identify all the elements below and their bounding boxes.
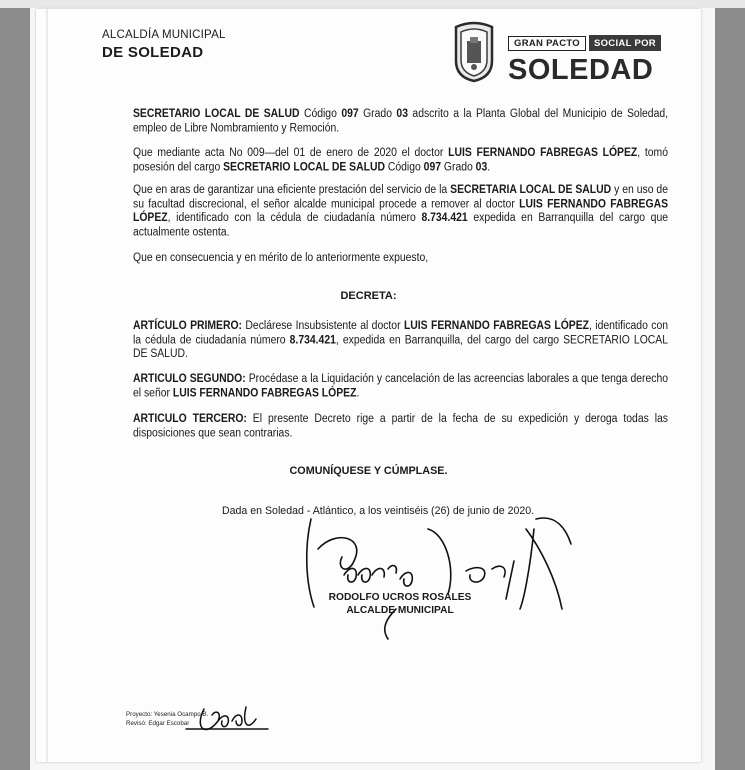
article-label: ARTICULO SEGUNDO: (133, 373, 246, 386)
text-bold: LUIS FERNANDO FABREGAS LÓPEZ (172, 387, 357, 400)
text-bold: 8.734.421 (289, 334, 336, 347)
header-line-1: ALCALDÍA MUNICIPAL (102, 29, 226, 41)
text-bold: LUIS FERNANDO FABREGAS LÓPEZ (133, 198, 669, 225)
text: Código (299, 108, 342, 121)
text: Que en aras de garantizar una eficiente prestación del servicio de la (133, 184, 451, 197)
text: adscrito a la Planta Global del Municipio de Soledad, empleo de Libre Nombramiento y Remoción. (133, 108, 669, 135)
initials-signature (36, 9, 701, 762)
right-band (715, 8, 745, 770)
text-bold: 097 (423, 161, 442, 174)
text: Que en consecuencia y en mérito de lo anteriormente expuesto, (133, 252, 429, 265)
article-label: ARTICULO TERCERO: (133, 413, 247, 426)
issue-date-line: Dada en Soledad - Atlántico, a los veintiséis (26) de junio de 2020. (222, 505, 535, 517)
text-bold: SECRETARIA LOCAL DE SALUD (450, 184, 612, 197)
text-bold: 097 (341, 108, 359, 121)
reviso-line: Revisó: Edgar Escobar (126, 720, 190, 727)
text: , tomó posesión del cargo (133, 147, 668, 174)
text-bold: SECRETARIO LOCAL DE SALUD (223, 161, 385, 174)
logo-tagline-right: SOCIAL POR (589, 35, 661, 51)
document-page (36, 9, 701, 762)
text: El presente Decreto rige a partir de la fecha de su expedición y deroga todas las disposiciones que sean contrarias. (133, 413, 668, 440)
text: , expedida en Barranquilla, del cargo del cargo SECRETARIO LOCAL DE SALUD. (133, 334, 668, 361)
text: y en uso de su facultad discrecional, el señor alcalde municipal procede a remover al doctor (133, 184, 668, 211)
comuniquese-heading: COMUNÍQUESE Y CÚMPLASE. (289, 465, 448, 477)
text-bold: 8.734.421 (421, 212, 468, 225)
text: expedida en Barranquilla del cargo que actualmente ostenta. (133, 212, 669, 239)
top-band (0, 0, 745, 8)
text-bold: SECRETARIO LOCAL DE SALUD (133, 108, 300, 121)
logo-tagline-left: GRAN PACTO (508, 36, 586, 51)
text: Declárese Insubsistente al doctor (242, 320, 404, 333)
text: Código (384, 161, 424, 174)
proyecto-line: Proyecto: Yesenia Ocampo B. (126, 711, 209, 718)
text: , identificado con la cédula de ciudadanía número (167, 212, 422, 225)
logo-wordmark: SOLEDAD (508, 54, 654, 86)
text-bold: 03 (475, 161, 488, 174)
text: , identificado con la cédula de ciudadanía número (133, 320, 668, 347)
text: Grado (358, 108, 397, 121)
text-bold: LUIS FERNANDO FABREGAS LÓPEZ (403, 320, 590, 333)
left-band (0, 8, 30, 770)
text: . (487, 161, 491, 174)
signer-title: ALCALDE MUNICIPAL (346, 605, 454, 616)
signer-name: RODOLFO UCROS ROSALES (328, 592, 472, 603)
decreta-heading: DECRETA: (340, 290, 397, 302)
text: Procédase a la Liquidación y cancelación de las acreencias laborales a que tenga derecho el señor (133, 373, 669, 400)
text-bold: 03 (396, 108, 408, 121)
text: Que mediante acta No 009—del 01 de enero de 2020 el doctor (133, 147, 449, 160)
article-label: ARTÍCULO PRIMERO: (133, 320, 243, 333)
text: Grado (441, 161, 476, 174)
text: . (356, 387, 360, 400)
text-bold: LUIS FERNANDO FABREGAS LÓPEZ (448, 147, 638, 160)
header-line-2: DE SOLEDAD (102, 44, 204, 61)
